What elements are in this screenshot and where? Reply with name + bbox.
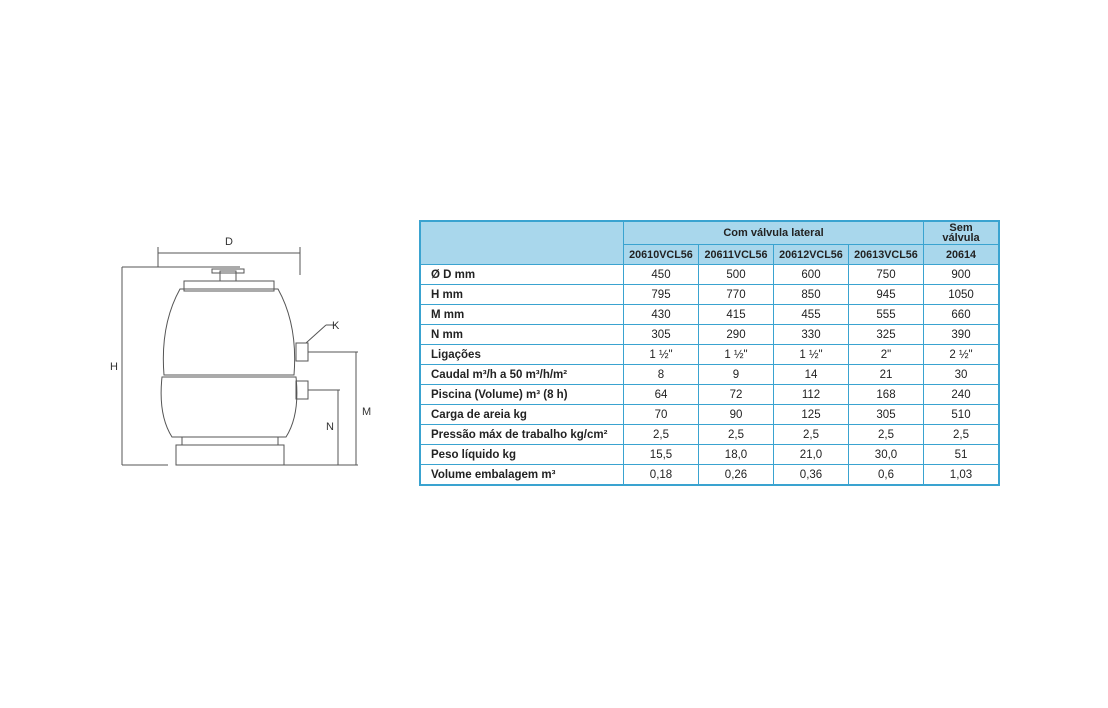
table-row (420, 285, 999, 305)
base-stand (176, 445, 284, 465)
table-cell: 70 (624, 405, 699, 425)
table-cell: 290 (699, 325, 774, 345)
table-cell: 14 (774, 365, 849, 385)
base-ring (182, 437, 278, 445)
table-row (420, 385, 999, 405)
connection-upper (296, 343, 308, 361)
table-corner (420, 221, 624, 265)
table-cell: 1 ½" (699, 345, 774, 365)
row-label: Caudal m³/h a 50 m³/h/m² (420, 365, 624, 385)
table-row (420, 325, 999, 345)
table-cell: 1,03 (924, 465, 1000, 486)
table-cell: 51 (924, 445, 1000, 465)
table-cell: 125 (774, 405, 849, 425)
group-header-sem-valvula (924, 221, 1000, 245)
table-cell: 90 (699, 405, 774, 425)
label-d: D (225, 236, 233, 248)
filter-diagram (100, 225, 380, 485)
row-label: Carga de areia kg (420, 405, 624, 425)
table-cell: 2,5 (924, 425, 1000, 445)
table-cell: 168 (849, 385, 924, 405)
table-cell: 305 (624, 325, 699, 345)
table-cell: 850 (774, 285, 849, 305)
label-n: N (326, 421, 334, 433)
table-cell: 2,5 (699, 425, 774, 445)
table-cell: 9 (699, 365, 774, 385)
table-cell: 1 ½" (624, 345, 699, 365)
table-cell: 2 ½" (924, 345, 1000, 365)
tank-lower-shell (161, 377, 297, 437)
model-header: 20610VCL56 (624, 245, 699, 265)
label-h: H (110, 361, 118, 373)
label-k: K (332, 320, 340, 332)
table-cell: 770 (699, 285, 774, 305)
row-label: M mm (420, 305, 624, 325)
table-cell: 0,6 (849, 465, 924, 486)
table-cell: 2,5 (774, 425, 849, 445)
table-cell: 600 (774, 265, 849, 285)
table-cell: 750 (849, 265, 924, 285)
table-row (420, 265, 999, 285)
table-cell: 2" (849, 345, 924, 365)
model-header: 20613VCL56 (849, 245, 924, 265)
model-header: 20612VCL56 (774, 245, 849, 265)
table-cell: 64 (624, 385, 699, 405)
sem-valvula-line1: Sem (949, 222, 973, 234)
table-cell: 660 (924, 305, 1000, 325)
table-cell: 330 (774, 325, 849, 345)
row-label: Piscina (Volume) m³ (8 h) (420, 385, 624, 405)
table-cell: 305 (849, 405, 924, 425)
leader-k (306, 325, 326, 343)
table-cell: 2,5 (849, 425, 924, 445)
spec-table (419, 220, 1000, 486)
table-cell: 390 (924, 325, 1000, 345)
table-row (420, 425, 999, 445)
table-row (420, 305, 999, 325)
table-cell: 900 (924, 265, 1000, 285)
table-cell: 455 (774, 305, 849, 325)
table-cell: 0,18 (624, 465, 699, 486)
table-cell: 430 (624, 305, 699, 325)
row-label: N mm (420, 325, 624, 345)
tank-upper-shell (163, 289, 294, 375)
label-m: M (362, 406, 372, 418)
table-cell: 795 (624, 285, 699, 305)
table-cell: 30,0 (849, 445, 924, 465)
table-cell: 325 (849, 325, 924, 345)
table-row (420, 445, 999, 465)
table-cell: 500 (699, 265, 774, 285)
table-row (420, 365, 999, 385)
row-label: Ligações (420, 345, 624, 365)
row-label: Pressão máx de trabalho kg/cm² (420, 425, 624, 445)
table-cell: 21,0 (774, 445, 849, 465)
table-cell: 8 (624, 365, 699, 385)
model-header: 20611VCL56 (699, 245, 774, 265)
row-label: H mm (420, 285, 624, 305)
table-cell: 72 (699, 385, 774, 405)
table-cell: 1 ½" (774, 345, 849, 365)
table-cell: 15,5 (624, 445, 699, 465)
table-row (420, 345, 999, 365)
table-cell: 18,0 (699, 445, 774, 465)
table-cell: 0,36 (774, 465, 849, 486)
sem-valvula-line2: válvula (942, 232, 980, 244)
table-row (420, 465, 999, 486)
row-label: Volume embalagem m³ (420, 465, 624, 486)
table-cell: 555 (849, 305, 924, 325)
table-body (420, 265, 999, 486)
row-label: Ø D mm (420, 265, 624, 285)
table-row (420, 405, 999, 425)
model-header: 20614 (924, 245, 1000, 265)
table-cell: 240 (924, 385, 1000, 405)
table-cell: 0,26 (699, 465, 774, 486)
table-cell: 450 (624, 265, 699, 285)
table-cell: 30 (924, 365, 1000, 385)
connection-lower (296, 381, 308, 399)
row-label: Peso líquido kg (420, 445, 624, 465)
table-header-row-group (420, 221, 999, 245)
table-cell: 1050 (924, 285, 1000, 305)
table-cell: 112 (774, 385, 849, 405)
group-header-com-valvula: Com válvula lateral (624, 221, 924, 245)
table-cell: 945 (849, 285, 924, 305)
table-cell: 510 (924, 405, 1000, 425)
table-cell: 415 (699, 305, 774, 325)
table-cell: 21 (849, 365, 924, 385)
table-cell: 2,5 (624, 425, 699, 445)
